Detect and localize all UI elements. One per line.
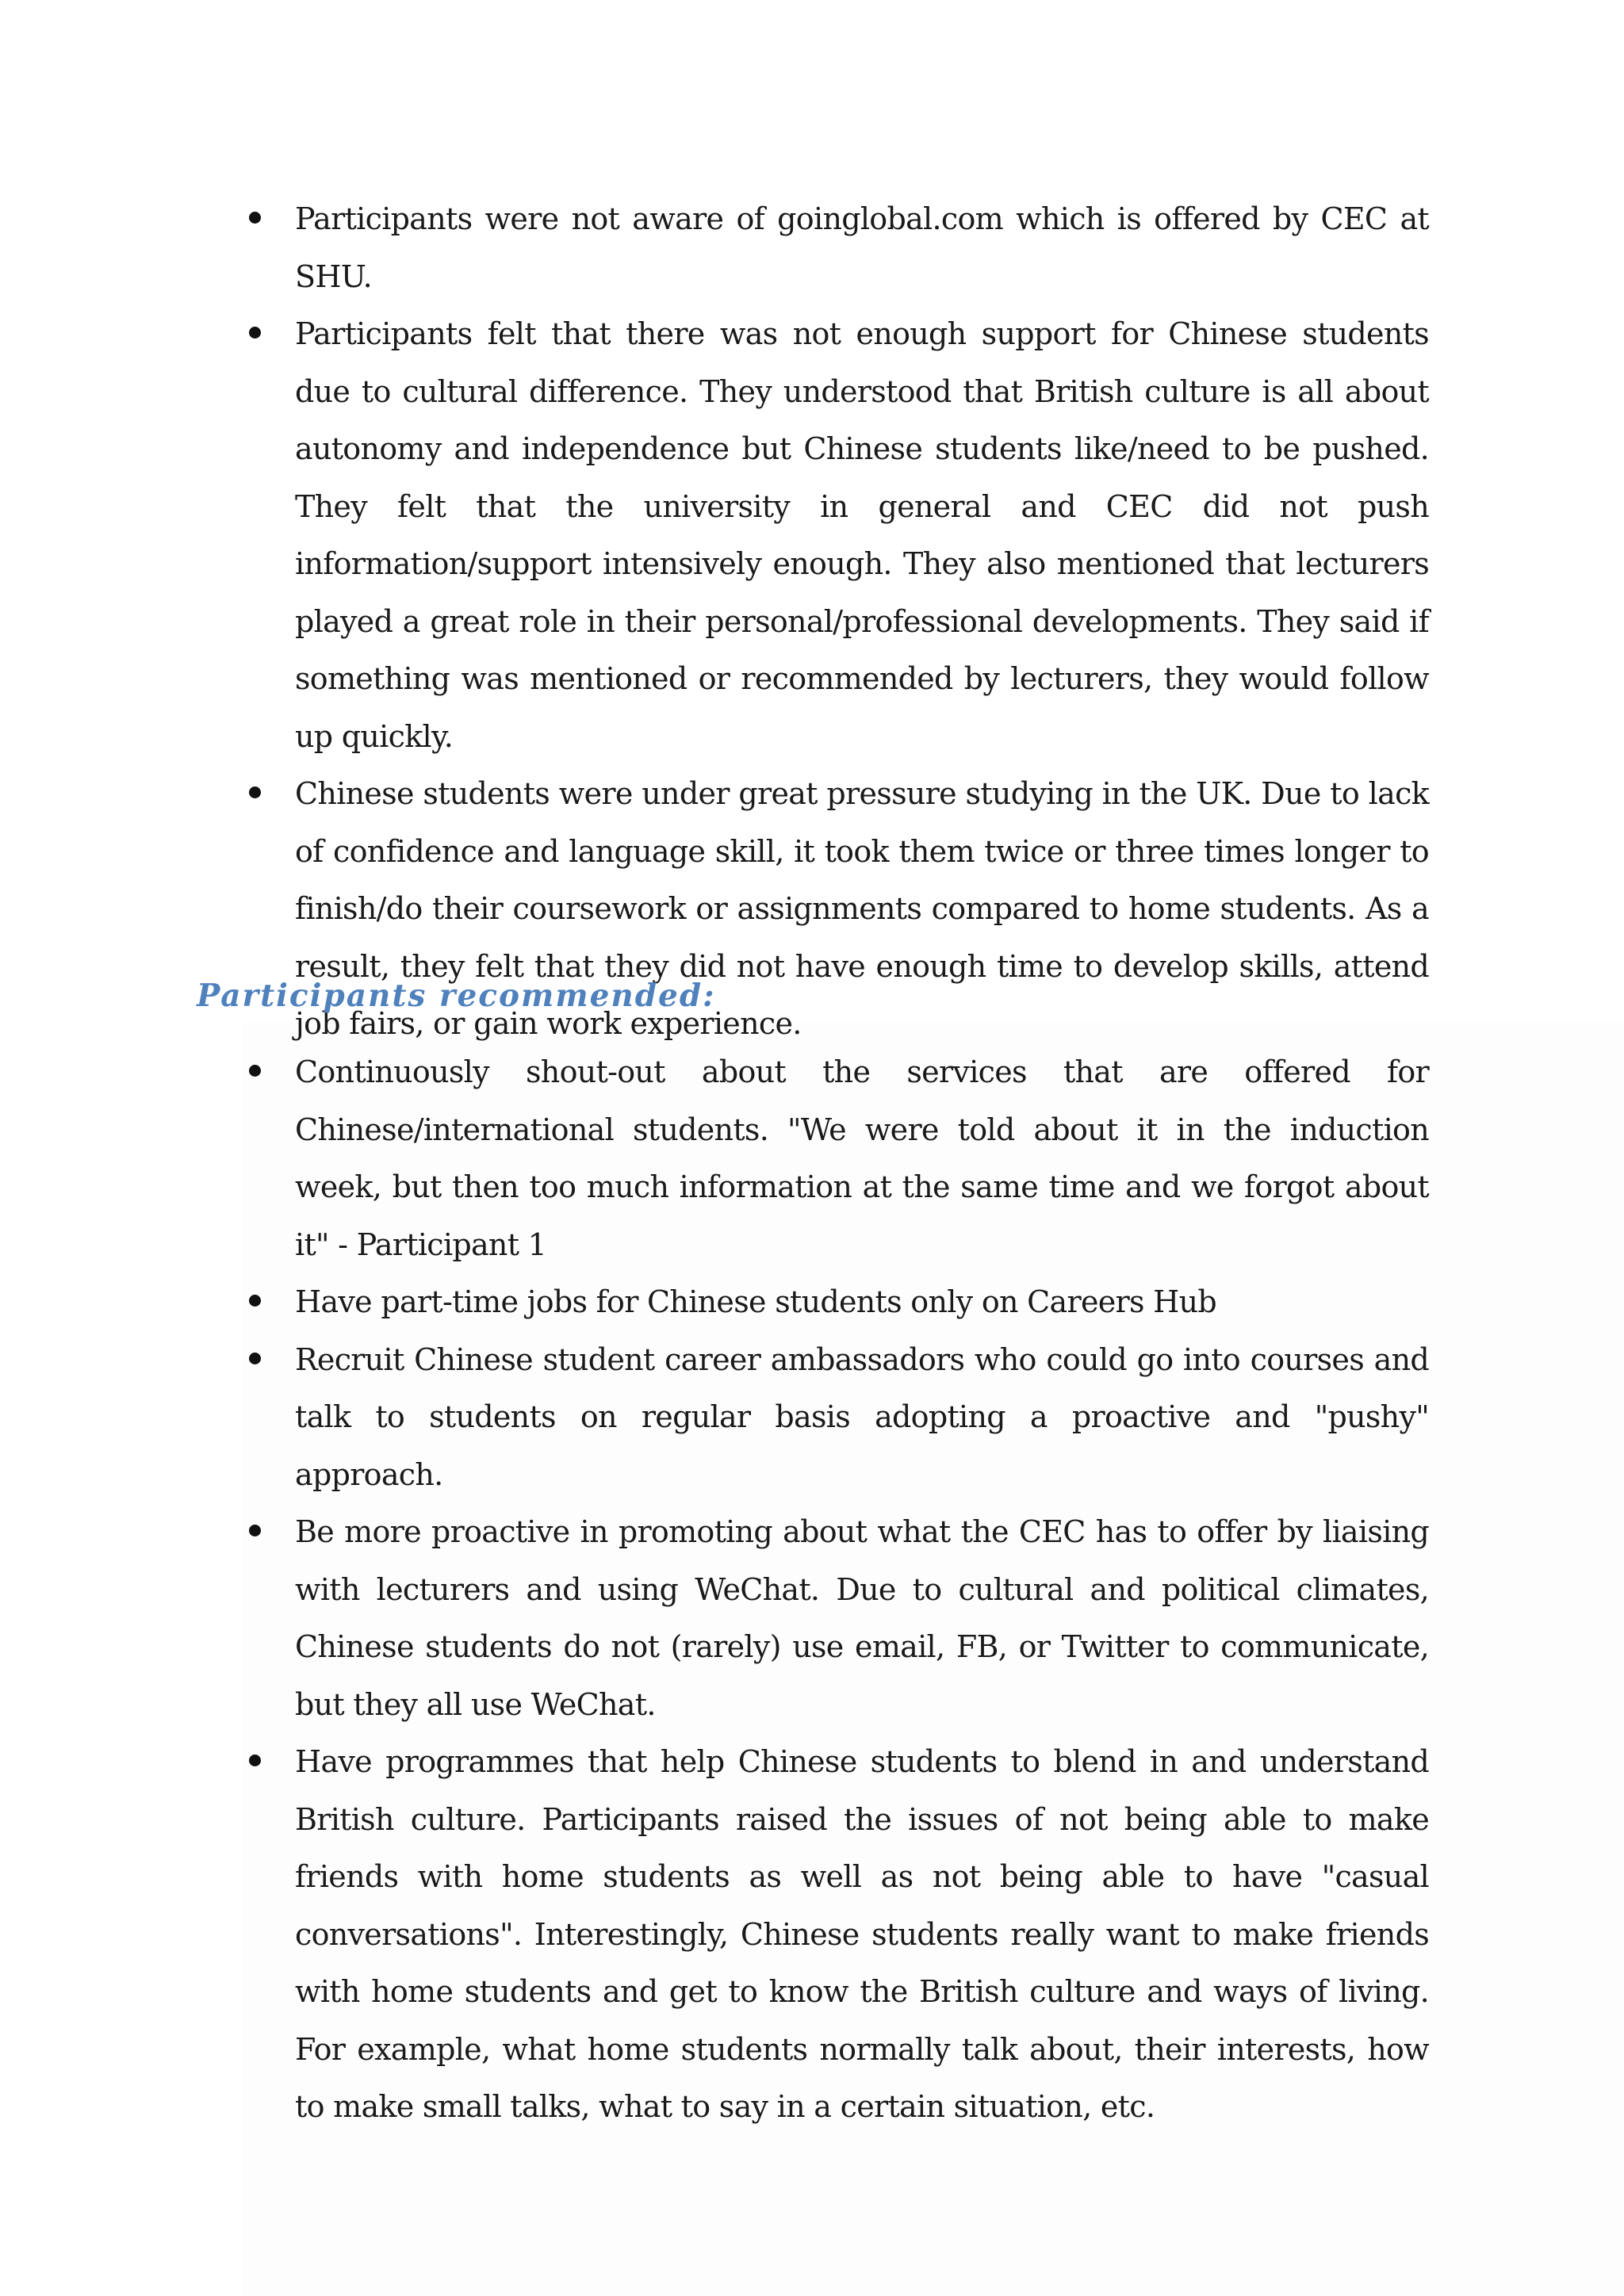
findings-list (0, 190, 1624, 1053)
recommendations-heading: Participants recommended: (197, 978, 716, 1014)
list-item-text: Participants were not aware of goinglobal.com which is offered by CEC at SHU. (295, 201, 1429, 294)
bullet-icon (249, 1755, 261, 1766)
bullet-icon (249, 1065, 261, 1077)
list-item (0, 1733, 1429, 2136)
bullet-icon (249, 786, 261, 798)
bullet-icon (249, 327, 261, 339)
recommendations-list (0, 1043, 1624, 2136)
list-item-text: Have programmes that help Chinese students to blend in and understand British culture. Participants raised the issues of not being able to make friends with home students as well as not being able to have "casual conversations". Interestingly, Chinese students really want to make friends with home students and get to know the British culture and ways of living. For example, what home students normally talk about, their interests, how to make small talks, what to say in a certain situation, etc. (295, 1744, 1429, 2124)
list-item (0, 1331, 1429, 1504)
list-item-text: Participants felt that there was not enough support for Chinese students due to cultural difference. They understood that British culture is all about autonomy and independence but Chinese students like/need to be pushed. They felt that the university in general and CEC did not push information/support intensively enough. They also mentioned that lecturers played a great role in their personal/professional developments. They said if something was mentioned or recommended by lecturers, they would follow up quickly. (295, 316, 1429, 754)
list-item-text: Have part-time jobs for Chinese students only on Careers Hub (295, 1284, 1217, 1319)
bullet-icon (249, 1295, 261, 1307)
list-item-text: Continuously shout-out about the services that are offered for Chinese/international students. "We were told about it in the induction week, but then too much information at the same time and we forgot about it" - Participant 1 (295, 1054, 1429, 1262)
list-item-text: Chinese students were under great pressure studying in the UK. Due to lack of confidence and language skill, it took them twice or three times longer to finish/do their coursework or assignments compared to home students. As a result, they felt that they did not have enough time to develop skills, attend job fairs, or gain work experience. (295, 776, 1429, 1041)
list-item (0, 1503, 1429, 1733)
bullet-icon (249, 1353, 261, 1364)
bullet-icon (249, 1525, 261, 1536)
list-item (0, 305, 1429, 765)
list-item (0, 1273, 1429, 1331)
list-item (0, 190, 1429, 305)
list-item (0, 1043, 1429, 1273)
list-item-text: Recruit Chinese student career ambassadors who could go into courses and talk to students on regular basis adopting a proactive and "pushy" approach. (295, 1341, 1429, 1492)
list-item-text: Be more proactive in promoting about what the CEC has to offer by liaising with lecturers and using WeChat. Due to cultural and political climates, Chinese students do not (rarely) use email, FB, or Twitter to communicate, but they all use WeChat. (295, 1514, 1429, 1722)
bullet-icon (249, 212, 261, 224)
